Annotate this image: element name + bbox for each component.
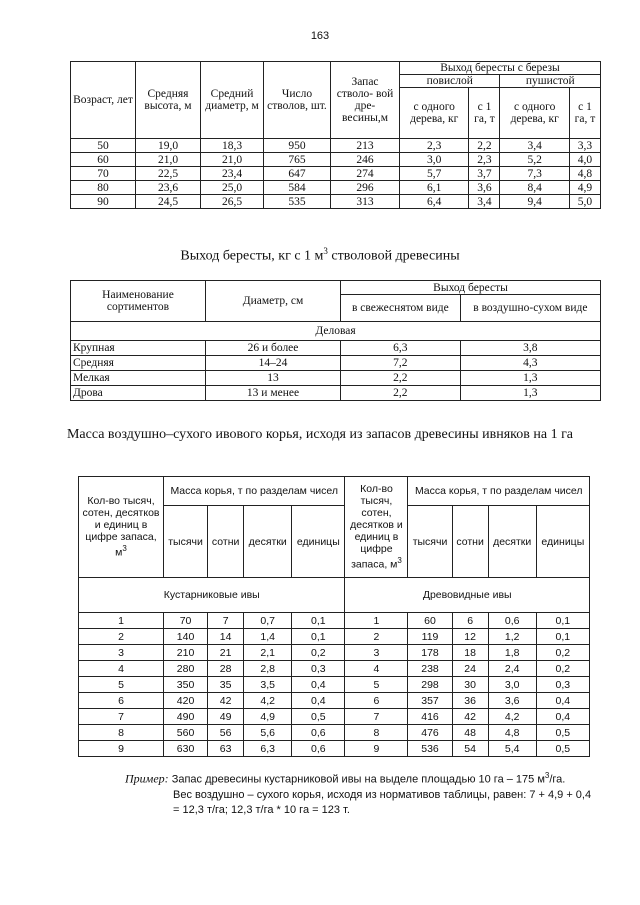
cell: 1,4 <box>244 629 292 645</box>
cell: 6 <box>79 693 164 709</box>
header-name: Наименование сортиментов <box>71 281 206 322</box>
cell: 3,8 <box>460 341 600 356</box>
cell: 2,2 <box>341 371 461 386</box>
willow-bark-mass-table <box>78 476 590 757</box>
header-dry: в воздушно-сухом виде <box>460 295 600 322</box>
cell: 8 <box>345 725 408 741</box>
cell: 13 и менее <box>206 386 341 401</box>
cell: 6,4 <box>400 195 469 209</box>
header-diameter: Диаметр, см <box>206 281 341 322</box>
cell: 4 <box>79 661 164 677</box>
section-tree-willows: Древовидные ивы <box>345 578 590 613</box>
cell: 21 <box>208 645 244 661</box>
cell: 0,5 <box>536 725 589 741</box>
table-row <box>79 725 590 741</box>
cell: 0,2 <box>536 645 589 661</box>
cell: 54 <box>452 741 488 757</box>
table-row <box>79 629 590 645</box>
bark-yield-per-m3-table <box>70 280 601 401</box>
cell: 28 <box>208 661 244 677</box>
birch-bark-yield-table <box>70 61 601 209</box>
cell: 4,8 <box>569 167 600 181</box>
cell: 210 <box>164 645 208 661</box>
cell: 0,6 <box>292 741 345 757</box>
header-height: Средняя высота, м <box>136 62 201 139</box>
cell: 9,4 <box>500 195 569 209</box>
cell: 1,2 <box>488 629 536 645</box>
section-shrub-willows: Кустарниковые ивы <box>79 578 345 613</box>
table-row <box>71 139 601 153</box>
cell: Средняя <box>71 356 206 371</box>
table-row <box>71 341 601 356</box>
cell: 21,0 <box>136 153 201 167</box>
cell: 0,4 <box>536 693 589 709</box>
cell: 280 <box>164 661 208 677</box>
cell: 13 <box>206 371 341 386</box>
cell: 2,1 <box>244 645 292 661</box>
cell: 1 <box>79 613 164 629</box>
cell: 6,1 <box>400 181 469 195</box>
cell: 5,7 <box>400 167 469 181</box>
header-mass-2: Масса корья, т по разделам чисел <box>408 477 590 506</box>
cell: 4,0 <box>569 153 600 167</box>
cell: 213 <box>331 139 400 153</box>
cell: Мелкая <box>71 371 206 386</box>
cell: 25,0 <box>201 181 264 195</box>
superscript: 3 <box>122 544 127 554</box>
cell: 6 <box>452 613 488 629</box>
example-rest: Вес воздушно – сухого корья, исходя из нормативов таблицы, равен: 7 + 4,9 + 0,4 = 12,3 т/га; 12,3 т/га * 10 га = 123 т. <box>173 788 592 816</box>
cell: 765 <box>264 153 331 167</box>
cell: 630 <box>164 741 208 757</box>
cell: 3,3 <box>569 139 600 153</box>
cell: 3,0 <box>488 677 536 693</box>
header-mass: Масса корья, т по разделам чисел <box>164 477 345 506</box>
cell: 3,7 <box>469 167 500 181</box>
cell: 0,1 <box>536 613 589 629</box>
header-per-tree: с одного дерева, кг <box>500 88 569 139</box>
cell: 26,5 <box>201 195 264 209</box>
cell: 3,6 <box>488 693 536 709</box>
example-text-end: /га. <box>549 773 566 786</box>
cell: 4,9 <box>569 181 600 195</box>
example-label: Пример: <box>125 771 169 786</box>
header-hundreds: сотни <box>452 506 488 578</box>
cell: 50 <box>71 139 136 153</box>
cell: 140 <box>164 629 208 645</box>
cell: 3,4 <box>500 139 569 153</box>
cell: 60 <box>408 613 452 629</box>
cell: 0,6 <box>292 725 345 741</box>
cell: 7 <box>79 709 164 725</box>
header-count <box>79 477 164 578</box>
section-label: Деловая <box>71 322 601 341</box>
cell: 1 <box>345 613 408 629</box>
cell: 7 <box>345 709 408 725</box>
cell: 4,9 <box>244 709 292 725</box>
cell: 30 <box>452 677 488 693</box>
cell: 24 <box>452 661 488 677</box>
cell: 2 <box>79 629 164 645</box>
page-number: 163 <box>310 30 330 42</box>
table-row <box>79 661 590 677</box>
cell: Крупная <box>71 341 206 356</box>
header-hundreds: сотни <box>208 506 244 578</box>
cell: 0,3 <box>536 677 589 693</box>
cell: 19,0 <box>136 139 201 153</box>
header-fresh: в свежеснятом виде <box>341 295 461 322</box>
header-units: единицы <box>292 506 345 578</box>
cell: 5,0 <box>569 195 600 209</box>
cell: 3,6 <box>469 181 500 195</box>
cell: 647 <box>264 167 331 181</box>
cell: 274 <box>331 167 400 181</box>
cell: 6,3 <box>244 741 292 757</box>
table-row <box>71 167 601 181</box>
header-trunks: Число стволов, шт. <box>264 62 331 139</box>
cell: 6 <box>345 693 408 709</box>
cell: 6,3 <box>341 341 461 356</box>
table-row <box>79 645 590 661</box>
cell: 0,1 <box>536 629 589 645</box>
cell: 80 <box>71 181 136 195</box>
table-row <box>79 677 590 693</box>
cell: 535 <box>264 195 331 209</box>
superscript: 3 <box>323 246 328 256</box>
cell: 22,5 <box>136 167 201 181</box>
header-povislaya: повислой <box>400 75 500 88</box>
cell: 36 <box>452 693 488 709</box>
header-per-ha: с 1 га, т <box>469 88 500 139</box>
table-row <box>71 181 601 195</box>
cell: 246 <box>331 153 400 167</box>
header-thousands: тысячи <box>408 506 452 578</box>
cell: 42 <box>208 693 244 709</box>
cell: 0,3 <box>292 661 345 677</box>
cell: 21,0 <box>201 153 264 167</box>
table-row <box>71 195 601 209</box>
cell: 119 <box>408 629 452 645</box>
header-pushistaya: пушистой <box>500 75 601 88</box>
cell: 313 <box>331 195 400 209</box>
cell: 2,3 <box>400 139 469 153</box>
cell: 18 <box>452 645 488 661</box>
table-row <box>79 741 590 757</box>
cell: 60 <box>71 153 136 167</box>
cell: 23,4 <box>201 167 264 181</box>
cell: 0,6 <box>488 613 536 629</box>
table3-title: Масса воздушно–сухого ивового корья, исходя из запасов древесины ивняков на 1 га <box>66 427 574 442</box>
cell: 5 <box>79 677 164 693</box>
cell: 536 <box>408 741 452 757</box>
cell: 296 <box>331 181 400 195</box>
cell: 56 <box>208 725 244 741</box>
cell: 35 <box>208 677 244 693</box>
example-line-1 <box>125 768 595 788</box>
cell: 0,1 <box>292 629 345 645</box>
header-diameter: Средний диаметр, м <box>201 62 264 139</box>
cell: 4,2 <box>244 693 292 709</box>
cell: 2,3 <box>469 153 500 167</box>
table-row <box>79 613 590 629</box>
superscript: 3 <box>397 556 402 566</box>
example-text: Запас древесины кустарниковой ивы на выделе площадью 10 га – 175 м <box>168 773 545 786</box>
cell: 24,5 <box>136 195 201 209</box>
superscript: 3 <box>544 771 550 780</box>
cell: 8 <box>79 725 164 741</box>
cell: 4,8 <box>488 725 536 741</box>
cell: 12 <box>452 629 488 645</box>
cell: 298 <box>408 677 452 693</box>
cell: 70 <box>71 167 136 181</box>
cell: 0,4 <box>536 709 589 725</box>
cell: 42 <box>452 709 488 725</box>
table-row <box>71 386 601 401</box>
title-text-rest: стволовой древесины <box>327 248 460 264</box>
cell: 416 <box>408 709 452 725</box>
cell: 3,0 <box>400 153 469 167</box>
cell: 0,5 <box>536 741 589 757</box>
header-count-text: Кол-во тысяч, сотен, десятков и единиц в цифре запаса, м <box>350 483 403 571</box>
header-per-ha: с 1 га, т <box>569 88 600 139</box>
cell: 18,3 <box>201 139 264 153</box>
cell: 3,5 <box>244 677 292 693</box>
cell: 70 <box>164 613 208 629</box>
header-tens: десятки <box>244 506 292 578</box>
cell: 26 и более <box>206 341 341 356</box>
cell: 5,4 <box>488 741 536 757</box>
cell: 9 <box>345 741 408 757</box>
table-row <box>71 356 601 371</box>
cell: 4,3 <box>460 356 600 371</box>
cell: 5 <box>345 677 408 693</box>
cell: 2 <box>345 629 408 645</box>
cell: 3 <box>345 645 408 661</box>
cell: 2,2 <box>341 386 461 401</box>
cell: 5,6 <box>244 725 292 741</box>
table-row <box>71 153 601 167</box>
cell: 7,3 <box>500 167 569 181</box>
cell: 490 <box>164 709 208 725</box>
example-note <box>125 768 595 818</box>
cell: Дрова <box>71 386 206 401</box>
header-units: единицы <box>536 506 589 578</box>
table2-title <box>0 246 640 265</box>
cell: 0,7 <box>244 613 292 629</box>
cell: 0,5 <box>292 709 345 725</box>
cell: 49 <box>208 709 244 725</box>
cell: 63 <box>208 741 244 757</box>
header-thousands: тысячи <box>164 506 208 578</box>
cell: 23,6 <box>136 181 201 195</box>
header-yield: Выход бересты с березы <box>400 62 601 75</box>
cell: 2,8 <box>244 661 292 677</box>
table-row <box>79 709 590 725</box>
header-per-tree: с одного дерева, кг <box>400 88 469 139</box>
cell: 0,4 <box>292 693 345 709</box>
cell: 3 <box>79 645 164 661</box>
title-text: Выход бересты, кг с 1 м <box>180 248 324 264</box>
cell: 14 <box>208 629 244 645</box>
cell: 420 <box>164 693 208 709</box>
header-tens: десятки <box>488 506 536 578</box>
cell: 476 <box>408 725 452 741</box>
table-row <box>71 371 601 386</box>
cell: 5,2 <box>500 153 569 167</box>
cell: 8,4 <box>500 181 569 195</box>
cell: 950 <box>264 139 331 153</box>
cell: 560 <box>164 725 208 741</box>
cell: 14–24 <box>206 356 341 371</box>
cell: 584 <box>264 181 331 195</box>
cell: 357 <box>408 693 452 709</box>
table-row <box>79 693 590 709</box>
header-age: Возраст, лет <box>71 62 136 139</box>
header-yield: Выход бересты <box>341 281 601 295</box>
cell: 0,1 <box>292 613 345 629</box>
cell: 1,8 <box>488 645 536 661</box>
cell: 0,4 <box>292 677 345 693</box>
cell: 48 <box>452 725 488 741</box>
cell: 7,2 <box>341 356 461 371</box>
cell: 1,3 <box>460 371 600 386</box>
cell: 1,3 <box>460 386 600 401</box>
cell: 0,2 <box>536 661 589 677</box>
header-count-text: Кол-во тысяч, сотен, десятков и единиц в цифре запаса, м <box>82 495 160 559</box>
cell: 238 <box>408 661 452 677</box>
cell: 350 <box>164 677 208 693</box>
cell: 9 <box>79 741 164 757</box>
cell: 7 <box>208 613 244 629</box>
cell: 178 <box>408 645 452 661</box>
cell: 2,2 <box>469 139 500 153</box>
cell: 4 <box>345 661 408 677</box>
cell: 3,4 <box>469 195 500 209</box>
cell: 0,2 <box>292 645 345 661</box>
cell: 4,2 <box>488 709 536 725</box>
header-stock: Запас стволо- вой дре- весины,м <box>331 62 400 139</box>
cell: 90 <box>71 195 136 209</box>
header-count-2 <box>345 477 408 578</box>
cell: 2,4 <box>488 661 536 677</box>
